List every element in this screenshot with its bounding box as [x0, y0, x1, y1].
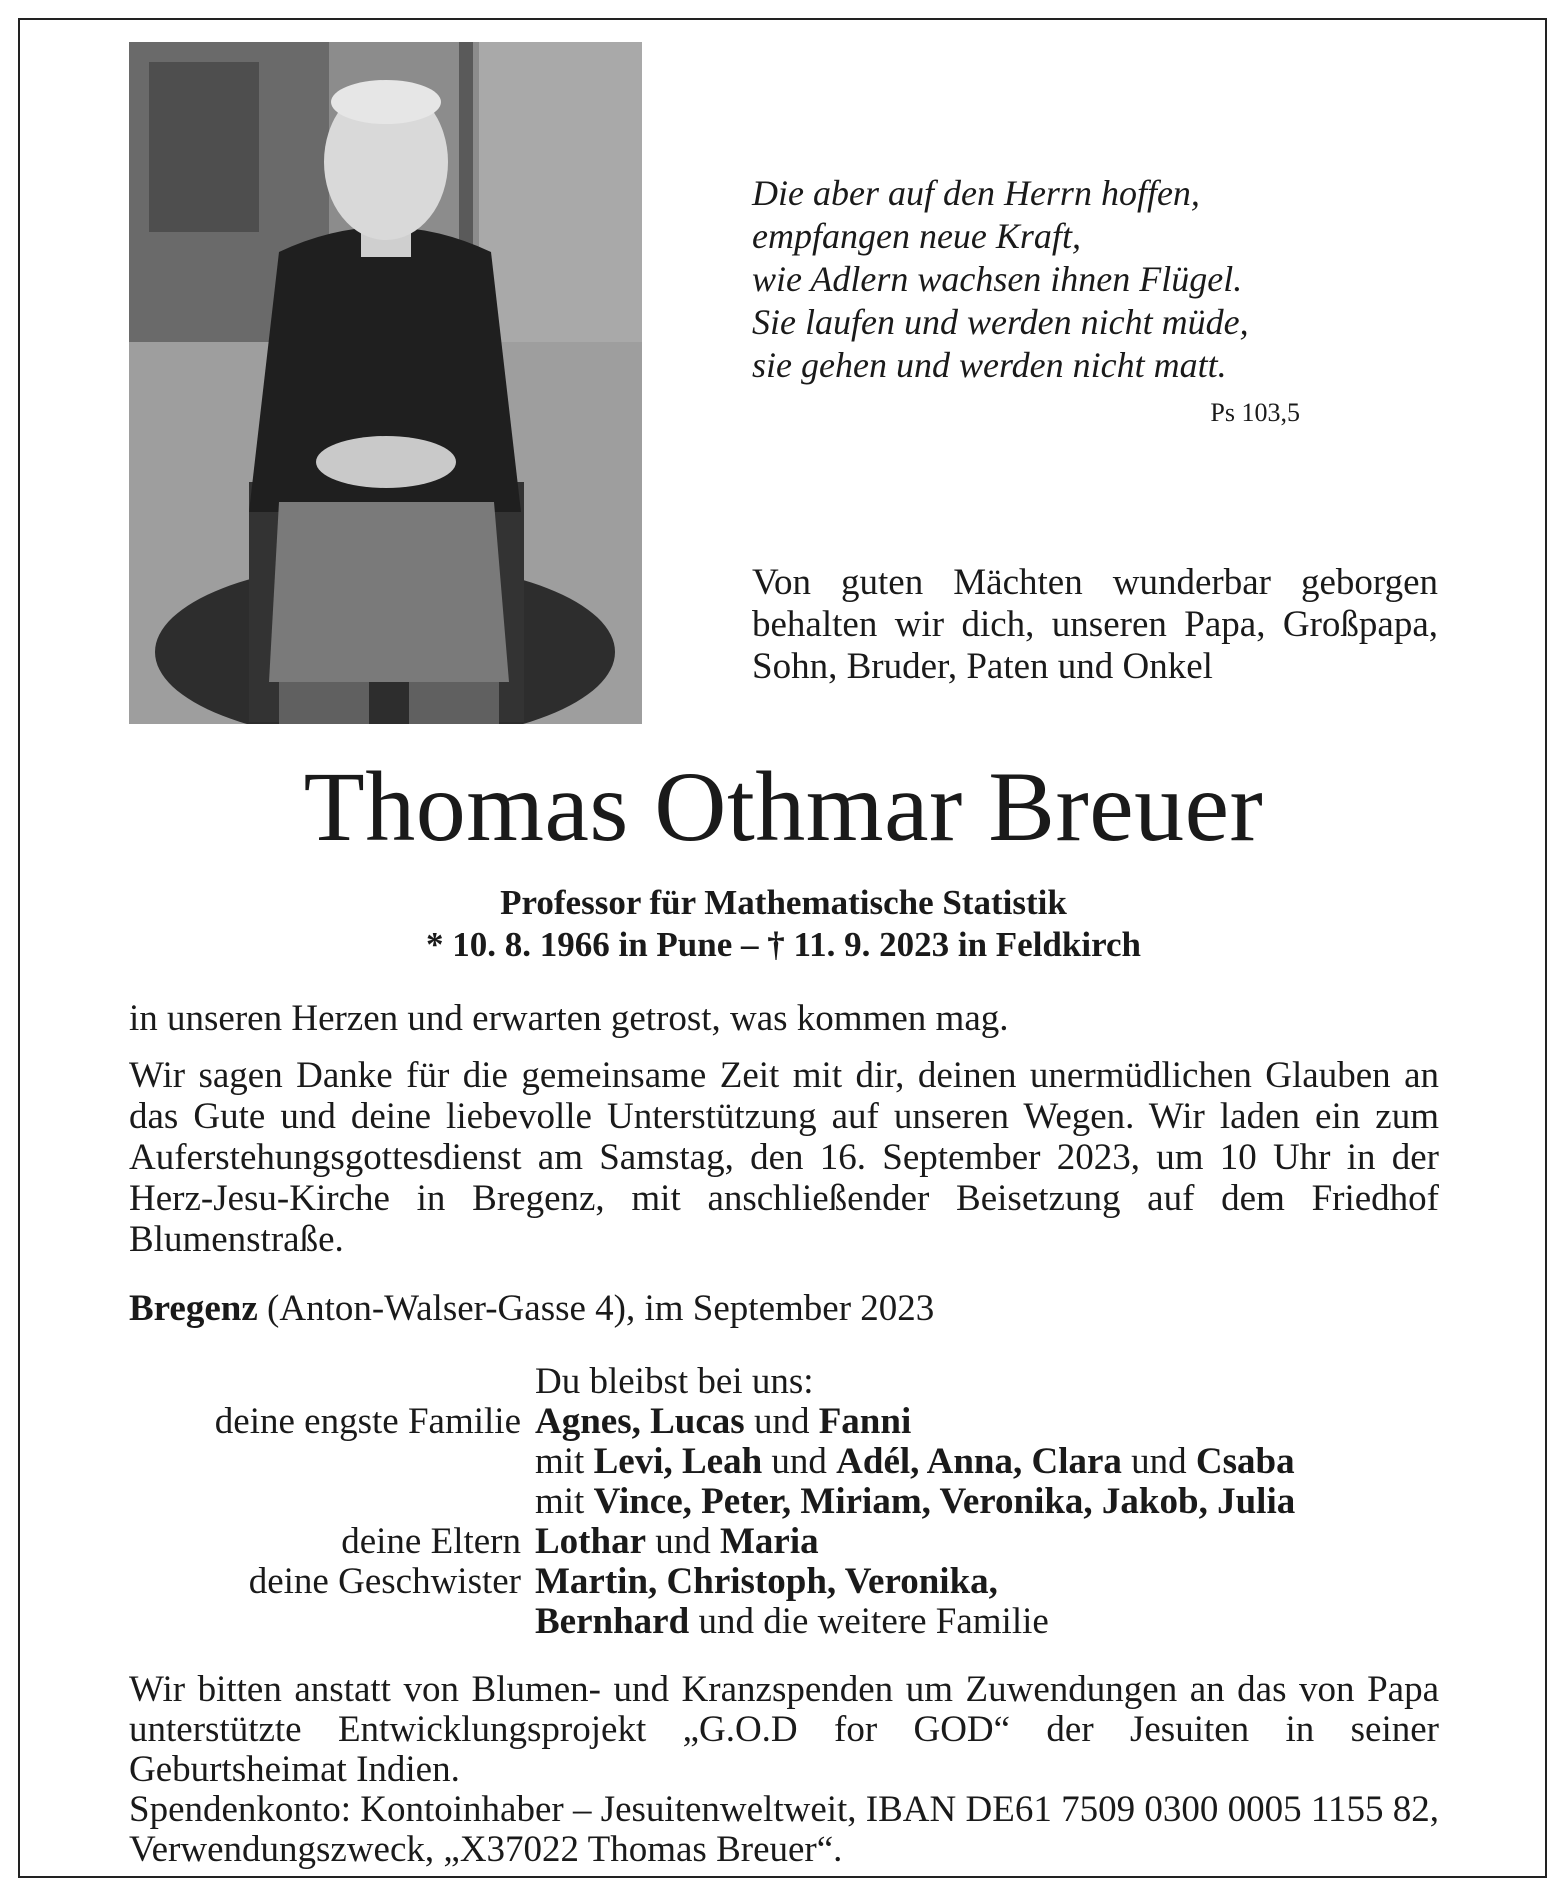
family-label — [129, 1362, 535, 1402]
family-member-name: Martin, Christoph, Veronika, — [535, 1561, 998, 1602]
family-row — [129, 1402, 1439, 1442]
family-heading-row — [129, 1362, 1439, 1402]
family-list — [129, 1362, 1439, 1642]
family-label: deine engste Familie — [214, 1401, 521, 1442]
quote-reference: Ps 103,5 — [1210, 398, 1300, 427]
deceased-name: Thomas Othmar Breuer — [303, 751, 1264, 862]
family-member-name: Maria — [720, 1521, 819, 1562]
family-heading: Du bleibst bei uns: — [535, 1361, 814, 1402]
paragraph-thanks: Wir sagen Danke für die gemeinsame Zeit mit dir, deinen unermüdlichen Glauben an das Gute und deine liebevolle Unterstützung auf unseren Wegen. Wir laden ein zum Auferstehungsgottesdienst am Samstag, den 16. September 2023, um 10 Uhr in der Herz-Jesu-Kirche in Bregenz, mit anschließender Beisetzung auf dem Friedhof Blumenstraße. — [129, 1055, 1439, 1260]
family-row — [129, 1442, 1439, 1482]
family-label — [129, 1482, 535, 1522]
family-member-name: Fanni — [818, 1401, 912, 1442]
family-row — [129, 1522, 1439, 1562]
family-row — [129, 1482, 1439, 1522]
family-member-name: Csaba — [1195, 1441, 1295, 1482]
family-connector: mit — [535, 1441, 594, 1482]
birth-date: * 10. 8. 1966 in Pune — [425, 925, 733, 964]
quote-line: Die aber auf den Herrn hoffen, — [752, 173, 1200, 213]
family-names — [535, 1562, 1439, 1602]
family-connector: und — [744, 1401, 819, 1442]
quote-line: wie Adlern wachsen ihnen Flügel. — [752, 259, 1243, 299]
family-names — [535, 1602, 1439, 1642]
family-names — [535, 1482, 1439, 1522]
family-connector: und die weitere Familie — [689, 1601, 1049, 1642]
family-names — [535, 1442, 1439, 1482]
paragraph-continuation: in unseren Herzen und erwarten getrost, was kommen mag. — [129, 998, 1009, 1039]
place-date-line — [129, 1288, 1439, 1329]
family-connector: mit — [535, 1481, 594, 1522]
quote-line: sie gehen und werden nicht matt. — [752, 345, 1227, 385]
portrait-photo — [129, 42, 642, 724]
paragraph-donation: Wir bitten anstatt von Blumen- und Kranzspenden um Zuwendungen an das von Papa unterstützte Entwicklungsprojekt „G.O.D for GOD“ der Jesuiten in seiner Geburtsheimat Indien. — [129, 1669, 1439, 1790]
date-separator: – — [732, 925, 768, 964]
title-block — [0, 882, 1567, 966]
family-member-name: Vince, Peter, Miriam, Veronika, Jakob, Julia — [593, 1481, 1296, 1522]
family-connector: und — [1121, 1441, 1196, 1482]
family-row — [129, 1562, 1439, 1602]
family-label: deine Eltern — [341, 1521, 521, 1562]
family-member-name: Agnes, Lucas — [535, 1401, 745, 1442]
paragraph-account: Spendenkonto: Kontoinhaber – Jesuitenweltweit, IBAN DE61 7509 0300 0005 1155 82, Verwendungszweck, „X37022 Thomas Breuer“. — [129, 1789, 1439, 1870]
family-connector: und — [646, 1521, 720, 1562]
family-row — [129, 1602, 1439, 1642]
family-names — [535, 1522, 1439, 1562]
family-names — [535, 1402, 1439, 1442]
place-city: Bregenz — [129, 1288, 258, 1329]
death-date: † 11. 9. 2023 in Feldkirch — [767, 925, 1141, 964]
family-member-name: Adél, Anna, Clara — [836, 1441, 1122, 1482]
bible-quote — [752, 172, 1312, 387]
family-member-name: Bernhard — [535, 1601, 690, 1642]
intro-text: Von guten Mächten wunderbar geborgen behalten wir dich, unseren Papa, Großpapa, Sohn, Bruder, Paten und Onkel — [752, 562, 1438, 687]
family-label — [129, 1602, 535, 1642]
quote-line: Sie laufen und werden nicht müde, — [752, 302, 1249, 342]
family-member-name: Levi, Leah — [593, 1441, 763, 1482]
quote-line: empfangen neue Kraft, — [752, 216, 1081, 256]
life-dates — [0, 924, 1567, 966]
place-address: (Anton-Walser-Gasse 4), im September 2023 — [257, 1288, 935, 1329]
family-label: deine Geschwister — [248, 1561, 521, 1602]
portrait-photo-illustration — [129, 42, 642, 724]
family-connector: und — [762, 1441, 837, 1482]
family-label — [129, 1442, 535, 1482]
family-member-name: Lothar — [535, 1521, 646, 1562]
profession: Professor für Mathematische Statistik — [500, 883, 1067, 922]
